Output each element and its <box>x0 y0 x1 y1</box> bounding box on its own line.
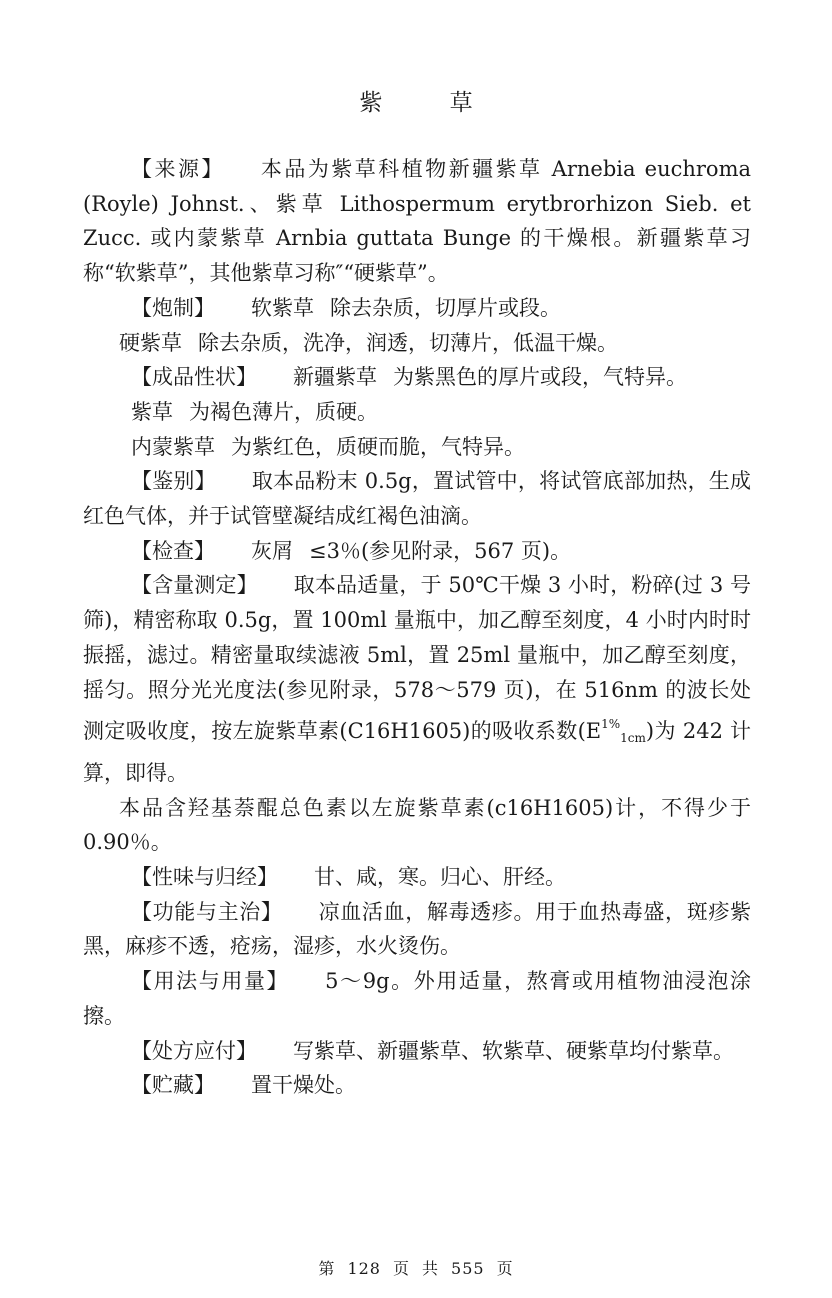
footer-mid1: 页 <box>392 1259 410 1278</box>
item-name: 紫草 <box>131 399 173 424</box>
item-text: 为褐色薄片，质硬。 <box>189 399 378 424</box>
page-number: 128 <box>347 1259 381 1278</box>
section-text: 本品含羟基萘醌总色素以左旋紫草素(c16H1605)计，不得少于 0.90％。 <box>83 795 751 855</box>
section-text: 取本品适量，于 50℃干燥 3 小时，粉碎(过 3 号筛)，精密称取 0.5g，置 100ml 量瓶中，加乙醇至刻度，4 小时内时时振摇，滤过。精密量取续滤液 5ml，置 25ml 量瓶中，加乙醇至刻度，摇匀。照分光光度法(参见附录，578～579 页)，在 516nm 的波长处测定吸收度，按左旋紫草素(C16H1605)的吸收系数(E <box>83 573 752 744</box>
section-label: 【功能与主治】 <box>131 899 283 924</box>
section-label: 【成品性状】 <box>131 365 257 390</box>
section-text-end: )为 242 计算，即得。 <box>83 719 751 785</box>
section-text: 置干燥处。 <box>251 1073 356 1098</box>
section-label: 【贮藏】 <box>131 1073 215 1098</box>
section-source <box>83 152 751 291</box>
section-label: 【来源】 <box>131 157 225 181</box>
item-name: 新疆紫草 <box>293 365 377 390</box>
section-label: 【性味与归经】 <box>131 865 278 890</box>
total-pages: 555 <box>451 1259 485 1278</box>
section-label: 【检查】 <box>131 538 215 563</box>
section-function <box>83 895 751 964</box>
section-label: 【处方应付】 <box>131 1038 257 1063</box>
section-text: 本品为紫草科植物新疆紫草 Arnebia euchroma (Royle) Johnst.、紫草 Lithospermum erytbrorhizon Sieb. et Zucc. 或内蒙紫草 Arnbia guttata Bunge 的干燥根。新疆紫草习称“软紫草”，其他紫草习称″“硬紫草”。 <box>83 157 752 286</box>
section-label: 【鉴别】 <box>131 469 216 494</box>
section-inspection <box>83 534 751 569</box>
section-text: ≤3％(参见附录，567 页)。 <box>309 538 572 563</box>
page-footer <box>0 1256 832 1279</box>
section-text: 取本品粉末 0.5g，置试管中，将试管底部加热，生成红色气体，并于试管壁凝结成红褐色油滴。 <box>83 469 751 529</box>
section-usage <box>83 964 751 1033</box>
section-assay-content <box>83 791 751 860</box>
section-processing <box>83 291 751 326</box>
footer-suffix: 页 <box>496 1259 514 1278</box>
section-identification <box>83 464 751 533</box>
item-text: 为紫红色，质硬而脆，气特异。 <box>231 434 525 459</box>
section-properties <box>83 360 751 395</box>
section-assay <box>83 568 751 790</box>
subscript: 1cm <box>620 731 646 746</box>
section-prescription <box>83 1034 751 1069</box>
section-properties-item2 <box>83 395 751 430</box>
item-text: 为紫黑色的厚片或段，气特异。 <box>393 365 687 390</box>
item-text: 除去杂质，洗净，润透，切薄片，低温干燥。 <box>198 330 618 355</box>
section-text: 写紫草、新疆紫草、软紫草、硬紫草均付紫草。 <box>293 1038 734 1063</box>
footer-prefix: 第 <box>318 1259 336 1278</box>
section-processing-item2 <box>83 326 751 361</box>
section-label: 【含量测定】 <box>131 573 258 598</box>
superscript: 1% <box>601 717 621 732</box>
page-title: 紫 草 <box>359 90 503 116</box>
item-name: 内蒙紫草 <box>131 434 215 459</box>
section-nature <box>83 860 751 895</box>
item-text: 除去杂质，切厚片或段。 <box>330 295 561 320</box>
section-properties-item3 <box>83 430 751 465</box>
footer-mid2: 共 <box>422 1259 440 1278</box>
section-label: 【炮制】 <box>131 295 215 320</box>
section-label: 【用法与用量】 <box>131 969 290 994</box>
item-name: 软紫草 <box>251 295 314 320</box>
item-name: 灰屑 <box>251 538 293 563</box>
section-text: 甘、咸，寒。归心、肝经。 <box>314 865 566 890</box>
monograph-body <box>83 152 751 1103</box>
section-storage <box>83 1068 751 1103</box>
section-text: 凉血活血，解毒透疹。用于血热毒盛，斑疹紫黑，麻疹不透，疮疡，湿疹，水火烫伤。 <box>83 899 751 959</box>
item-name: 硬紫草 <box>119 330 182 355</box>
section-text: 5～9g。外用适量，熬膏或用植物油浸泡涂擦。 <box>83 969 751 1028</box>
